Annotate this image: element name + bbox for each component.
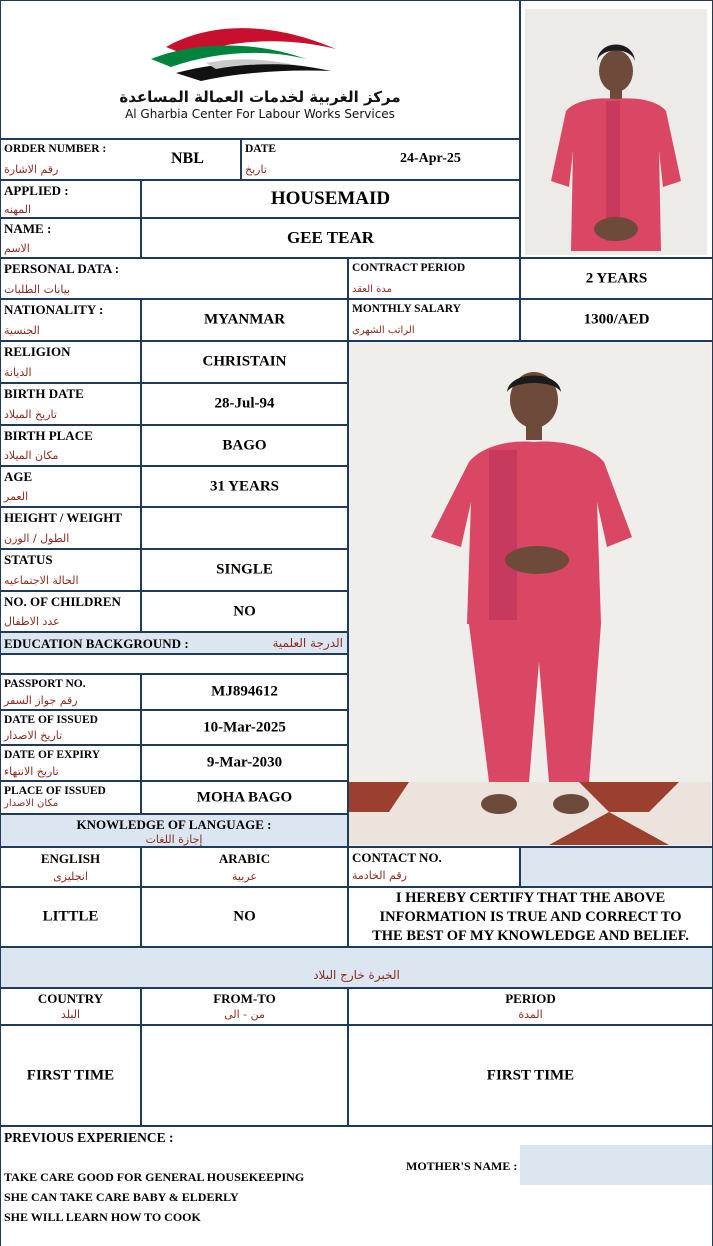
issued-date-value: 10-Mar-2025 (203, 719, 286, 735)
org-arabic-name: مركز الغربية لخدمات العمالة المساعدة (119, 88, 401, 106)
contact-label: CONTACT NO. (352, 850, 442, 865)
education-value-cell (0, 654, 348, 674)
from-to-header-cell (141, 988, 348, 1025)
contract-label-cell (348, 258, 520, 299)
name-value: GEE TEAR (286, 228, 375, 247)
birth-date-label: BIRTH DATE (4, 386, 84, 401)
name-label: NAME : (4, 221, 52, 236)
issued-place-label-cell (0, 781, 141, 814)
children-label-ar: عدد الاطفال (4, 615, 60, 628)
contact-label-cell (348, 847, 520, 887)
applicant-photo-full (348, 341, 713, 847)
previous-experience-line: SHE WILL LEARN HOW TO COOK (4, 1210, 201, 1224)
previous-experience-label: PREVIOUS EXPERIENCE : (4, 1130, 174, 1145)
height-weight-label-ar: الطول / الوزن (4, 532, 70, 545)
contract-value: 2 YEARS (585, 270, 648, 286)
order-number-label-ar: رقم الاشارة (4, 163, 59, 176)
status-value: SINGLE (216, 561, 273, 578)
status-value-cell (141, 549, 348, 591)
nationality-value-cell (141, 299, 348, 341)
passport-value: MJ894612 (211, 683, 278, 700)
language-header-cell (0, 814, 348, 847)
birth-date-value: 28-Jul-94 (214, 395, 275, 412)
from-to-label-ar: من - الى (224, 1008, 265, 1021)
nationality-value: MYANMAR (203, 311, 286, 328)
applicant-photo-small (520, 0, 713, 258)
date-label-ar: تاريخ (245, 163, 267, 176)
children-label: NO. OF CHILDREN (4, 594, 121, 609)
name-label-cell (0, 218, 141, 258)
english-value: LITTLE (42, 908, 99, 925)
language-label: KNOWLEDGE OF LANGUAGE : (76, 817, 272, 832)
religion-label-ar: الديانة (4, 366, 32, 379)
age-value-cell (141, 466, 348, 507)
english-value-cell (0, 887, 141, 947)
age-label: AGE (4, 469, 33, 484)
expiry-date-value: 9-Mar-2030 (206, 754, 283, 771)
religion-label: RELIGION (4, 344, 71, 359)
issued-date-label: DATE OF ISSUED (4, 714, 98, 726)
personal-data-cell (0, 258, 348, 299)
country-header-cell (0, 988, 141, 1025)
date-label: DATE (245, 143, 277, 155)
applied-value: HOUSEMAID (270, 188, 391, 209)
period-label: PERIOD (505, 991, 556, 1006)
birth-place-label: BIRTH PLACE (4, 428, 93, 443)
date-cell (241, 139, 520, 180)
from-to-value-cell (141, 1025, 348, 1126)
contact-value-cell (520, 847, 713, 887)
height-weight-label: HEIGHT / WEIGHT (4, 510, 123, 525)
children-value-cell (141, 591, 348, 632)
height-weight-label-cell (0, 507, 141, 549)
abroad-label-ar: الخبرة خارج البلاد (313, 968, 400, 982)
certify-line-1: I HEREBY CERTIFY THAT THE ABOVE (395, 890, 666, 906)
period-label-ar: المدة (518, 1008, 543, 1021)
education-header-cell (0, 632, 348, 654)
mother-name-label: MOTHER'S NAME : (406, 1159, 518, 1173)
salary-label: MONTHLY SALARY (352, 303, 461, 315)
english-header-cell (0, 847, 141, 887)
header-logo-area (0, 0, 520, 139)
birth-date-value-cell (141, 383, 348, 425)
salary-value: 1300/AED (583, 311, 650, 328)
passport-label-cell (0, 674, 141, 710)
expiry-date-label-ar: تاريخ الانتهاء (4, 765, 59, 778)
passport-value-cell (141, 674, 348, 710)
issued-place-value-cell (141, 781, 348, 814)
religion-value: CHRISTAIN (202, 353, 287, 370)
country-value-cell (0, 1025, 141, 1126)
mother-name-value-cell (520, 1145, 712, 1185)
period-header-cell (348, 988, 713, 1025)
arabic-label: ARABIC (218, 851, 271, 866)
previous-experience-line: SHE CAN TAKE CARE BABY & ELDERLY (4, 1190, 239, 1204)
birth-place-value-cell (141, 425, 348, 466)
order-number-label: ORDER NUMBER : (4, 143, 107, 155)
from-to-label: FROM-TO (213, 991, 276, 1006)
birth-place-label-cell (0, 425, 141, 466)
certify-cell (348, 887, 713, 947)
age-label-cell (0, 466, 141, 507)
expiry-date-value-cell (141, 745, 348, 781)
arabic-label-ar: عربية (232, 870, 257, 883)
contract-value-cell (520, 258, 713, 299)
education-label: EDUCATION BACKGROUND : (4, 636, 189, 651)
name-label-ar: الاسم (4, 242, 30, 255)
certify-line-3: THE BEST OF MY KNOWLEDGE AND BELIEF. (372, 928, 689, 944)
applied-label: APPLIED : (4, 183, 69, 198)
salary-value-cell (520, 299, 713, 341)
order-number-value: NBL (171, 150, 204, 167)
education-label-ar: الدرجة العلمية (272, 636, 343, 650)
period-value-cell (348, 1025, 713, 1126)
nationality-label-cell (0, 299, 141, 341)
period-value: FIRST TIME (486, 1067, 575, 1083)
height-weight-value-cell (141, 507, 348, 549)
children-label-cell (0, 591, 141, 632)
language-label-ar: إجازة اللغات (145, 833, 203, 846)
status-label-ar: الحالة الاجتماعيه (4, 574, 79, 587)
salary-label-cell (348, 299, 520, 341)
order-number-cell (0, 139, 241, 180)
status-label-cell (0, 549, 141, 591)
issued-date-label-ar: تاريخ الاصدار (4, 729, 63, 742)
date-value: 24-Apr-25 (400, 151, 461, 166)
religion-value-cell (141, 341, 348, 383)
issued-date-value-cell (141, 710, 348, 745)
name-value-cell (141, 218, 520, 258)
expiry-date-label-cell (0, 745, 141, 781)
english-label: ENGLISH (40, 851, 101, 866)
issued-date-label-cell (0, 710, 141, 745)
applied-value-cell (141, 180, 520, 218)
arabic-header-cell (141, 847, 348, 887)
country-label: COUNTRY (37, 991, 104, 1006)
previous-experience-cell (0, 1126, 713, 1246)
age-value: 31 YEARS (209, 478, 280, 494)
salary-label-ar: الراتب الشهرى (352, 325, 415, 336)
status-label: STATUS (4, 552, 53, 567)
country-value: FIRST TIME (26, 1067, 115, 1083)
children-value: NO (233, 603, 256, 619)
birth-place-label-ar: مكان الميلاد (4, 449, 59, 462)
issued-place-label: PLACE OF ISSUED (4, 785, 106, 797)
contact-label-ar: رقم الخادمة (352, 869, 407, 882)
passport-label: PASSPORT NO. (4, 678, 86, 690)
birth-place-value: BAGO (222, 437, 267, 453)
org-english-name: Al Gharbia Center For Labour Works Services (125, 107, 395, 121)
personal-data-label: PERSONAL DATA : (4, 261, 120, 276)
arabic-value-cell (141, 887, 348, 947)
english-label-ar: انجليزى (53, 870, 88, 883)
certify-line-2: INFORMATION IS TRUE AND CORRECT TO (379, 909, 682, 925)
personal-data-label-ar: بيانات الطلبات (4, 283, 71, 296)
birth-date-label-cell (0, 383, 141, 425)
religion-label-cell (0, 341, 141, 383)
applied-label-cell (0, 180, 141, 218)
arabic-value: NO (233, 908, 256, 925)
abroad-header-cell (0, 947, 713, 988)
contract-label-ar: مدة العقد (352, 284, 392, 295)
expiry-date-label: DATE OF EXPIRY (4, 749, 101, 761)
country-label-ar: البلد (60, 1008, 81, 1021)
contract-label: CONTRACT PERIOD (352, 262, 466, 274)
passport-label-ar: رقم جواز السفر (4, 694, 78, 707)
issued-place-label-ar: مكان الاصدار (4, 798, 59, 809)
issued-place-value: MOHA BAGO (196, 789, 293, 805)
previous-experience-line: TAKE CARE GOOD FOR GENERAL HOUSEKEEPING (4, 1170, 305, 1184)
nationality-label: NATIONALITY : (4, 302, 104, 317)
birth-date-label-ar: تاريخ الميلاد (4, 408, 57, 421)
applied-label-ar: المهنه (4, 203, 32, 216)
age-label-ar: العمر (4, 490, 29, 503)
flag-logo-icon (146, 19, 346, 89)
nationality-label-ar: الجنسية (4, 324, 40, 337)
